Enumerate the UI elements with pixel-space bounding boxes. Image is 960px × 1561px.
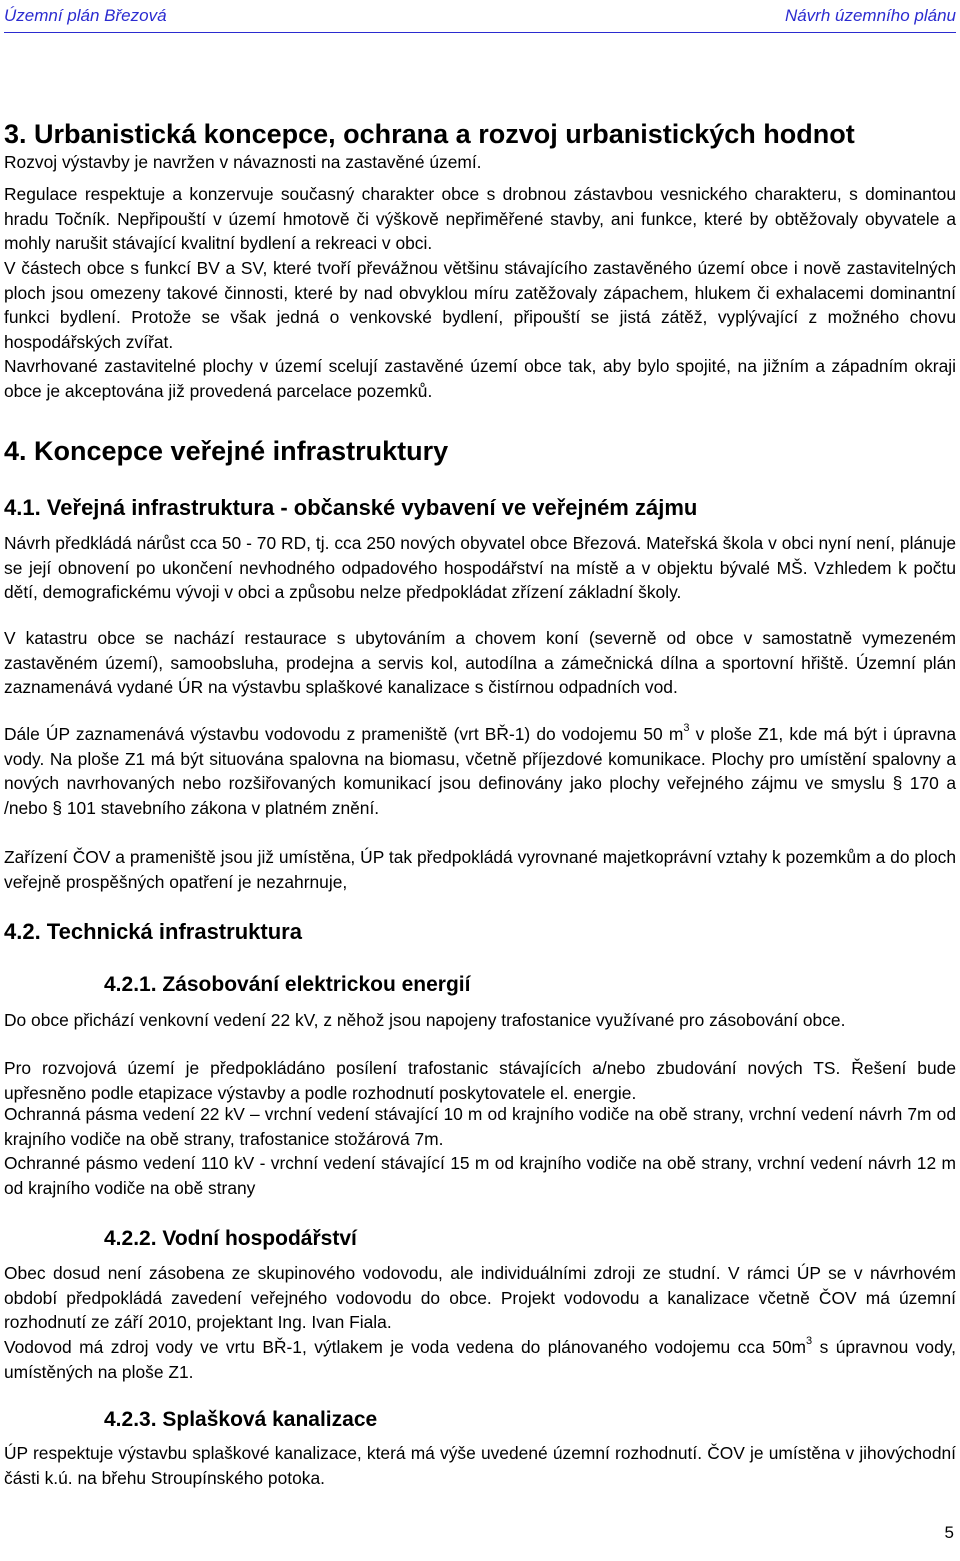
section-3-paragraph-4: Navrhované zastavitelné plochy v území scelují zastavěné území obce tak, aby bylo spojité, na jižním a západním okraji obce je akceptována již provedená parcelace pozemků. [4, 356, 956, 401]
section-4-2-2-paragraph-2-end: s úpravnou vody, umístěných na ploše Z1. [4, 1337, 956, 1382]
superscript-3: 3 [806, 1335, 813, 1347]
section-3-paragraph-2: Regulace respektuje a konzervuje současný charakter obce s drobnou zástavbou vesnického charakteru, s dominantou hradu Točník. Nepřipouští v území hmotově či výškově nepřiměřené stavby, ani funkce, které by obtěžovaly obyvatele a mohly narušit stávající kvalitní bydlení a rekreaci v obci. [4, 184, 956, 254]
section-3-paragraph-3: V částech obce s funkcí BV a SV, které tvoří převážnou většinu stávajícího zastavěného území obce i nově zastavitelných ploch jsou omezeny takové činnosti, které by nad obvyklou míru zatěžovaly zápachem, hlukem či exhalacemi dominantní funkci bydlení. Protože se však jedná o venkovské bydlení, připouští se jistá zátěž, vyplývající z možného chovu hospodářských zvířat. [4, 258, 956, 352]
section-4-1-paragraph-3-start: Dále ÚP zaznamenává výstavbu vodovodu z prameniště (vrt BŘ-1) do vodojemu 50 m [4, 724, 684, 744]
section-4-2-1-heading: 4.2.1. Zásobování elektrickou energií [104, 973, 471, 996]
section-4-2-1-paragraph-2: Pro rozvojová území je předpokládáno posílení trafostanic stávajících a/nebo zbudování nových TS. Řešení bude upřesněno podle etapizace výstavby a podle rozhodnutí poskytovatele el. energie. [4, 1058, 956, 1103]
section-4-1-paragraph-1: Návrh předkládá nárůst cca 50 - 70 RD, tj. cca 250 nových obyvatel obce Březová. Mateřská škola v obci nyní není, plánuje se její obnovení po ukončení nevhodného odpadového hospodářství na místě a v objektu bývalé MŠ. Vzhledem k počtu dětí, demografickému vývoji v obci a způsobu nelze předpokládat zřízení základní školy. [4, 533, 956, 603]
section-4-1-paragraph-4: Zařízení ČOV a prameniště jsou již umístěna, ÚP tak předpokládá vyrovnané majetkoprávní vztahy k pozemkům a do ploch veřejně prospěšných opatření je nezahrnuje, [4, 847, 956, 892]
page-number: 5 [944, 1523, 954, 1542]
section-4-1-heading: 4.1. Veřejná infrastruktura - občanské vybavení ve veřejném zájmu [4, 495, 698, 520]
section-3-heading: 3. Urbanistická koncepce, ochrana a rozvoj urbanistických hodnot [4, 119, 855, 149]
section-4-2-2-paragraph-2-start: Vodovod má zdroj vody ve vrtu BŘ-1, výtlakem je voda vedena do plánovaného vodojemu cca 50m [4, 1337, 807, 1357]
section-4-2-2-paragraph-2 [4, 1335, 956, 1384]
section-4-2-2-paragraph-1: Obec dosud není zásobena ze skupinového vodovodu, ale individuálními zdroji ze studní. V rámci ÚP se v návrhovém období předpokládá zavedení veřejného vodovodu do obce. Projekt vodovodu a kanalizace včetně ČOV má územní rozhodnutí ze září 2010, projektant Ing. Ivan Fiala. [4, 1263, 956, 1333]
section-4-2-3-paragraph-1: ÚP respektuje výstavbu splaškové kanalizace, která má výše uvedené územní rozhodnutí. ČOV je umístěna v jihovýchodní části k.ú. na břehu Stroupínského potoka. [4, 1443, 956, 1488]
section-3-paragraph-1: Rozvoj výstavby je navržen v návaznosti na zastavěné území. [4, 152, 482, 172]
header-right: Návrh územního plánu [784, 6, 956, 25]
section-4-1-paragraph-3 [4, 722, 956, 820]
section-4-2-1-paragraph-1: Do obce přichází venkovní vedení 22 kV, z něhož jsou napojeny trafostanice využívané pro zásobování obce. [4, 1010, 846, 1030]
section-4-2-3-heading: 4.2.3. Splašková kanalizace [104, 1408, 378, 1431]
header-left: Územní plán Březová [4, 6, 167, 25]
page-header [4, 6, 956, 33]
superscript-3: 3 [683, 722, 690, 734]
section-4-2-2-heading: 4.2.2. Vodní hospodářství [104, 1227, 357, 1250]
section-4-2-1-paragraph-4: Ochranné pásmo vedení 110 kV - vrchní vedení stávající 15 m od krajního vodiče na obě strany, vrchní vedení návrh 12 m od krajního vodiče na obě strany [4, 1153, 956, 1198]
section-4-1-paragraph-3-end: v ploše Z1, kde má být i úpravna vody. Na ploše Z1 má být situována spalovna na biomasu, včetně příjezdové komunikace. Plochy pro umístění spalovny a nových navrhovaných nebo rozšiřovaných komunikací jsou definovány jako plochy veřejného zájmu ve smyslu § 170 a /nebo § 101 stavebního zákona v platném znění. [4, 724, 956, 818]
section-4-2-heading: 4.2. Technická infrastruktura [4, 919, 302, 944]
section-4-1-paragraph-2: V katastru obce se nachází restaurace s ubytováním a chovem koní (severně od obce v samostatně vymezeném zastavěném území), samoobsluha, prodejna a servis kol, autodílna a zámečnická dílna a sportovní hřiště. Územní plán zaznamenává vydané ÚR na výstavbu splaškové kanalizace s čistírnou odpadních vod. [4, 628, 956, 698]
section-4-heading: 4. Koncepce veřejné infrastruktury [4, 436, 449, 466]
section-4-2-1-paragraph-3: Ochranná pásma vedení 22 kV – vrchní vedení stávající 10 m od krajního vodiče na obě strany, vrchní vedení návrh 7m od krajního vodiče na obě strany, trafostanice stožárová 7m. [4, 1104, 956, 1149]
